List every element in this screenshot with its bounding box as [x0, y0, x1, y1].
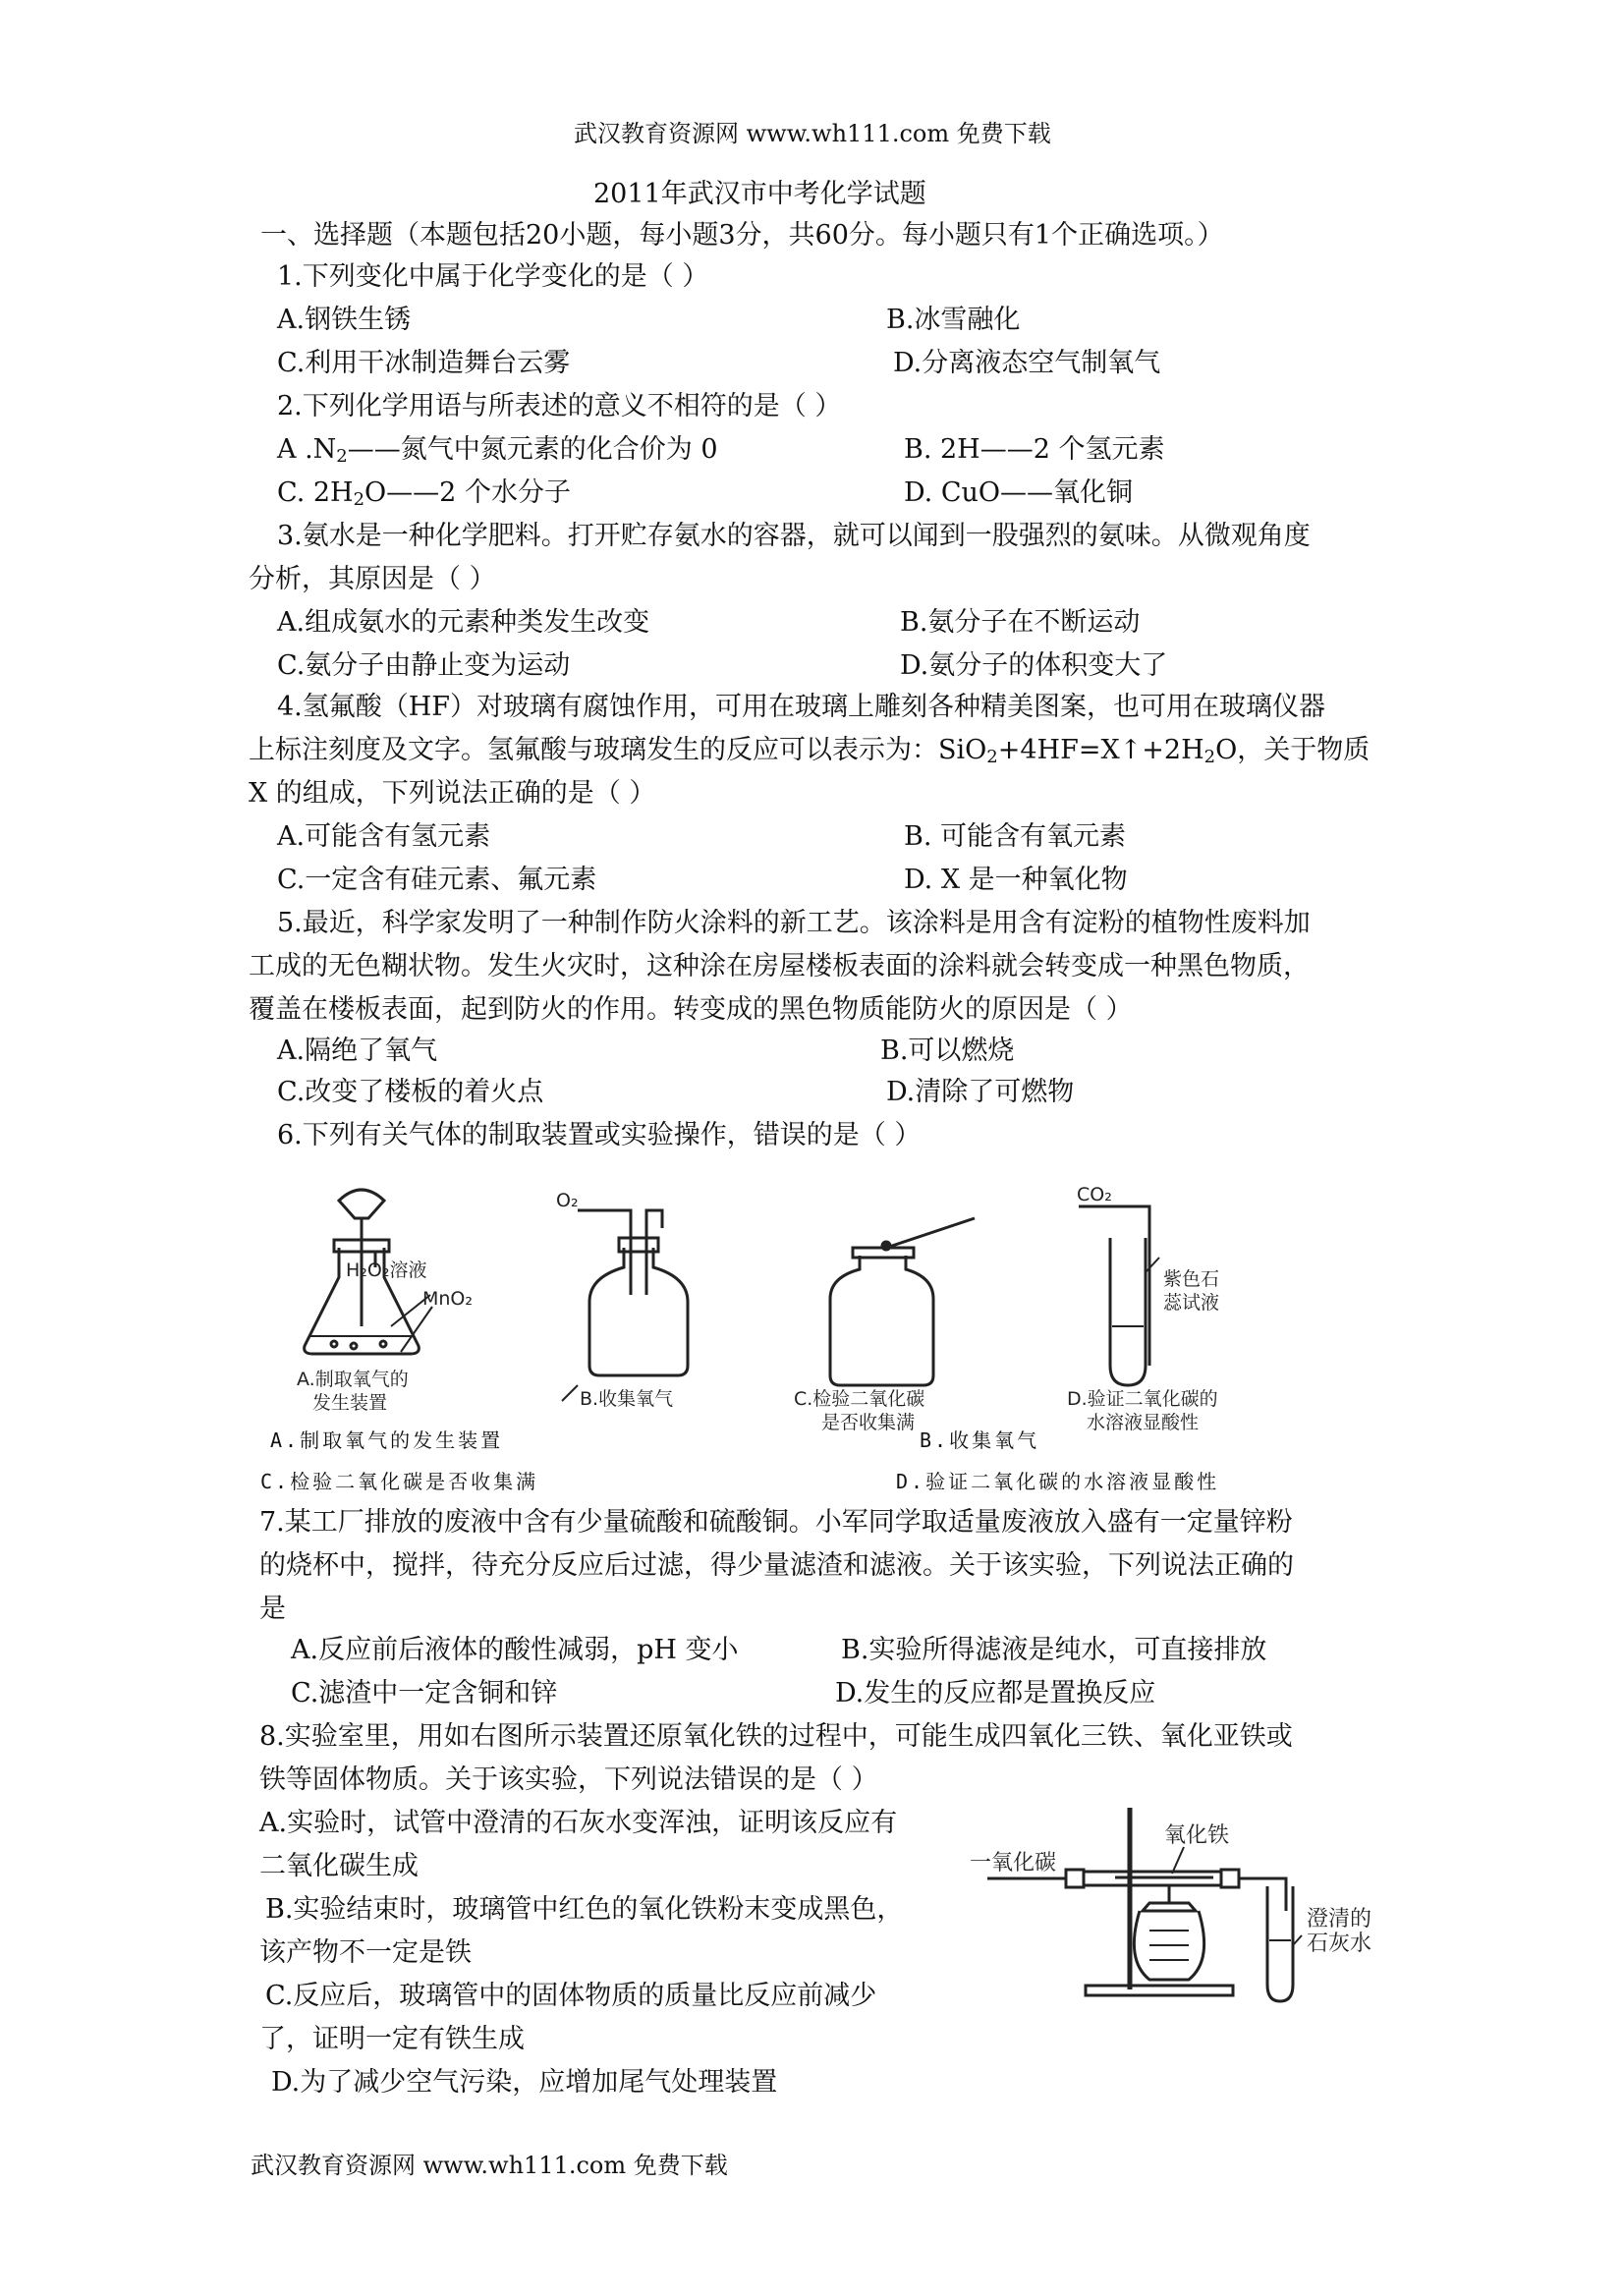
q7-option-b: B.实验所得滤液是纯水，可直接排放 — [841, 1635, 1267, 1665]
section-heading: 一、选择题（本题包括20小题，每小题3分，共60分。每小题只有1个正确选项。） — [260, 220, 1224, 251]
q5-option-b: B.可以燃烧 — [880, 1036, 1015, 1066]
q4-stem2-pre: 上标注刻度及文字。氢氟酸与玻璃发生的反应可以表示为：SiO — [249, 735, 987, 765]
q2-a-pre: A .N — [277, 434, 337, 465]
q1-stem: 1.下列变化中属于化学变化的是（ ） — [277, 261, 709, 292]
q4-stem2-sub2: 2 — [1203, 747, 1216, 767]
q1-option-a: A.钢铁生锈 — [277, 305, 412, 335]
q3-option-c: C.氨分子由静止变为运动 — [277, 650, 571, 681]
q2-a-sub: 2 — [336, 446, 348, 467]
q5-option-d: D.清除了可燃物 — [886, 1077, 1075, 1107]
q8-option-b-line1: B.实验结束时，玻璃管中红色的氧化铁粉末变成黑色， — [265, 1894, 904, 1925]
fig-fe2o3-label: 氧化铁 — [1164, 1823, 1230, 1848]
fig-a-mno2-label: MnO₂ — [422, 1288, 474, 1310]
fe2o3-pointer — [1172, 1847, 1184, 1874]
q8-option-d: D.为了减少空气污染，应增加尾气处理装置 — [271, 2067, 778, 2098]
glass-tube-icon — [987, 1870, 1286, 1911]
fig-b-o2-label: O₂ — [556, 1190, 579, 1211]
q8-option-b-line2: 该产物不一定是铁 — [259, 1937, 472, 1968]
page-header: 武汉教育资源网 www.wh111.com 免费下载 — [574, 120, 1051, 147]
q3-option-a: A.组成氨水的元素种类发生改变 — [277, 607, 650, 638]
q5-stem-line2: 工成的无色糊状物。发生火灾时，这种涂在房屋楼板表面的涂料就会转变成一种黑色物质， — [249, 951, 1310, 981]
alcohol-lamp-icon — [1134, 1885, 1203, 1980]
q3-option-d: D.氨分子的体积变大了 — [900, 650, 1168, 681]
q7-stem-line2: 的烧杯中，搅拌，待充分反应后过滤，得少量滤渣和滤液。关于该实验，下列说法正确的 — [259, 1550, 1294, 1581]
q4-option-d: D. X 是一种氧化物 — [904, 865, 1128, 895]
q2-option-d: D. CuO——氧化铜 — [904, 477, 1134, 508]
q2-c-pre: C. 2H — [277, 477, 354, 508]
q2-option-c — [277, 476, 571, 511]
q8-apparatus-figure — [968, 1793, 1390, 2009]
q7-stem-line1: 7.某工厂排放的废液中含有少量硫酸和硫酸铜。小军同学取适量废液放入盛有一定量锌粉 — [259, 1507, 1293, 1538]
q7-option-a: A.反应前后液体的酸性减弱，pH 变小 — [291, 1635, 739, 1665]
q4-option-a: A.可能含有氢元素 — [277, 821, 491, 852]
fig-b-caption: B.收集氧气 — [580, 1388, 674, 1410]
page-title: 2011年武汉市中考化学试题 — [593, 179, 926, 209]
q4-stem-line2 — [249, 733, 1370, 768]
q8-option-a-line2: 二氧化碳生成 — [259, 1851, 419, 1881]
q7-option-c: C.滤渣中一定含铜和锌 — [291, 1678, 558, 1708]
fig-c-caption-line2: 是否收集满 — [821, 1412, 916, 1433]
q8-apparatus-svg — [968, 1793, 1390, 2009]
fig-d-caption-line1: D.验证二氧化碳的 — [1067, 1388, 1218, 1410]
q5-stem-line3: 覆盖在楼板表面，起到防火的作用。转变成的黑色物质能防火的原因是（ ） — [249, 994, 1133, 1025]
q3-stem-line2: 分析，其原因是（ ） — [249, 564, 496, 594]
test-tube-apparatus-icon — [1079, 1206, 1159, 1385]
q7-stem-line3: 是 — [259, 1594, 286, 1624]
q5-stem-line1: 5.最近，科学家发明了一种制作防火涂料的新工艺。该涂料是用含有淀粉的植物性废料加 — [277, 908, 1311, 938]
q1-option-d: D.分离液态空气制氧气 — [893, 348, 1161, 378]
q4-stem2-sub1: 2 — [986, 747, 998, 767]
q8-stem-line2: 铁等固体物质。关于该实验，下列说法错误的是（ ） — [259, 1764, 878, 1795]
fig-c-caption-line1: C.检验二氧化碳 — [794, 1388, 925, 1410]
page-footer: 武汉教育资源网 www.wh111.com 免费下载 — [251, 2152, 728, 2179]
gas-bottle-apparatus-icon — [562, 1210, 688, 1401]
fig-d-litmus-line1: 紫色石 — [1163, 1268, 1220, 1290]
q4-stem-line3: X 的组成，下列说法正确的是（ ） — [249, 778, 656, 809]
q5-option-a: A.隔绝了氧气 — [277, 1036, 438, 1066]
q6-apparatus-figure — [285, 1179, 1316, 1433]
q3-stem-line1: 3.氨水是一种化学肥料。打开贮存氨水的容器，就可以闻到一股强烈的氨味。从微观角度 — [277, 521, 1311, 551]
q8-option-a-line1: A.实验时，试管中澄清的石灰水变浑浊，证明该反应有 — [259, 1808, 898, 1838]
q5-option-c: C.改变了楼板的着火点 — [277, 1077, 544, 1107]
fig-lime-label-line1: 澄清的 — [1307, 1907, 1372, 1932]
q4-option-b: B. 可能含有氧元素 — [904, 821, 1127, 852]
q7-option-d: D.发生的反应都是置换反应 — [835, 1678, 1156, 1708]
co2-bottle-apparatus-icon — [830, 1218, 975, 1385]
q2-c-post: O——2 个水分子 — [364, 477, 571, 508]
q4-stem2-post: O，关于物质 — [1215, 735, 1371, 765]
q4-stem-line1: 4.氢氟酸（HF）对玻璃有腐蚀作用，可用在玻璃上雕刻各种精美图案，也可用在玻璃仪器 — [277, 692, 1326, 722]
q6-stem: 6.下列有关气体的制取装置或实验操作，错误的是（ ） — [277, 1120, 922, 1150]
q6-apparatus-svg — [285, 1179, 1316, 1433]
q2-option-a — [277, 432, 718, 468]
q4-stem2-mid: +4HF=X↑+2H — [997, 735, 1204, 765]
fig-a-caption-line2: 发生装置 — [312, 1392, 388, 1414]
q1-option-b: B.冰雪融化 — [886, 305, 1021, 335]
q6-caption-a: A.制取氧气的发生装置 — [270, 1428, 504, 1452]
q4-option-c: C.一定含有硅元素、氟元素 — [277, 865, 597, 895]
q2-a-post: ——氮气中氮元素的化合价为 0 — [347, 434, 718, 465]
fig-a-h2o2-label: H₂O₂溶液 — [346, 1260, 427, 1281]
q2-c-sub: 2 — [353, 489, 365, 510]
fig-d-co2-label: CO₂ — [1077, 1184, 1112, 1205]
q6-caption-d: D.验证二氧化碳的水溶液显酸性 — [896, 1470, 1220, 1493]
q8-option-c-line2: 了，证明一定有铁生成 — [259, 2024, 525, 2054]
q1-option-c: C.利用干冰制造舞台云雾 — [277, 348, 571, 378]
q8-stem-line1: 8.实验室里，用如右图所示装置还原氧化铁的过程中，可能生成四氧化三铁、氧化亚铁或 — [259, 1721, 1293, 1752]
fig-d-caption-line2: 水溶液显酸性 — [1087, 1412, 1200, 1433]
q2-stem: 2.下列化学用语与所表述的意义不相符的是（ ） — [277, 391, 842, 421]
q3-option-b: B.氨分子在不断运动 — [900, 607, 1141, 638]
fig-co-label: 一氧化碳 — [970, 1851, 1057, 1876]
q6-caption-c: C.检验二氧化碳是否收集满 — [260, 1470, 539, 1493]
q2-option-b: B. 2H——2 个氢元素 — [904, 434, 1165, 465]
q8-option-c-line1: C.反应后，玻璃管中的固体物质的质量比反应前减少 — [265, 1981, 877, 2011]
fig-d-litmus-line2: 蕊试液 — [1163, 1292, 1220, 1314]
fig-lime-label-line2: 石灰水 — [1307, 1932, 1372, 1956]
q6-caption-b: B.收集氧气 — [920, 1428, 1040, 1452]
fig-a-caption-line1: A.制取氧气的 — [297, 1369, 409, 1390]
